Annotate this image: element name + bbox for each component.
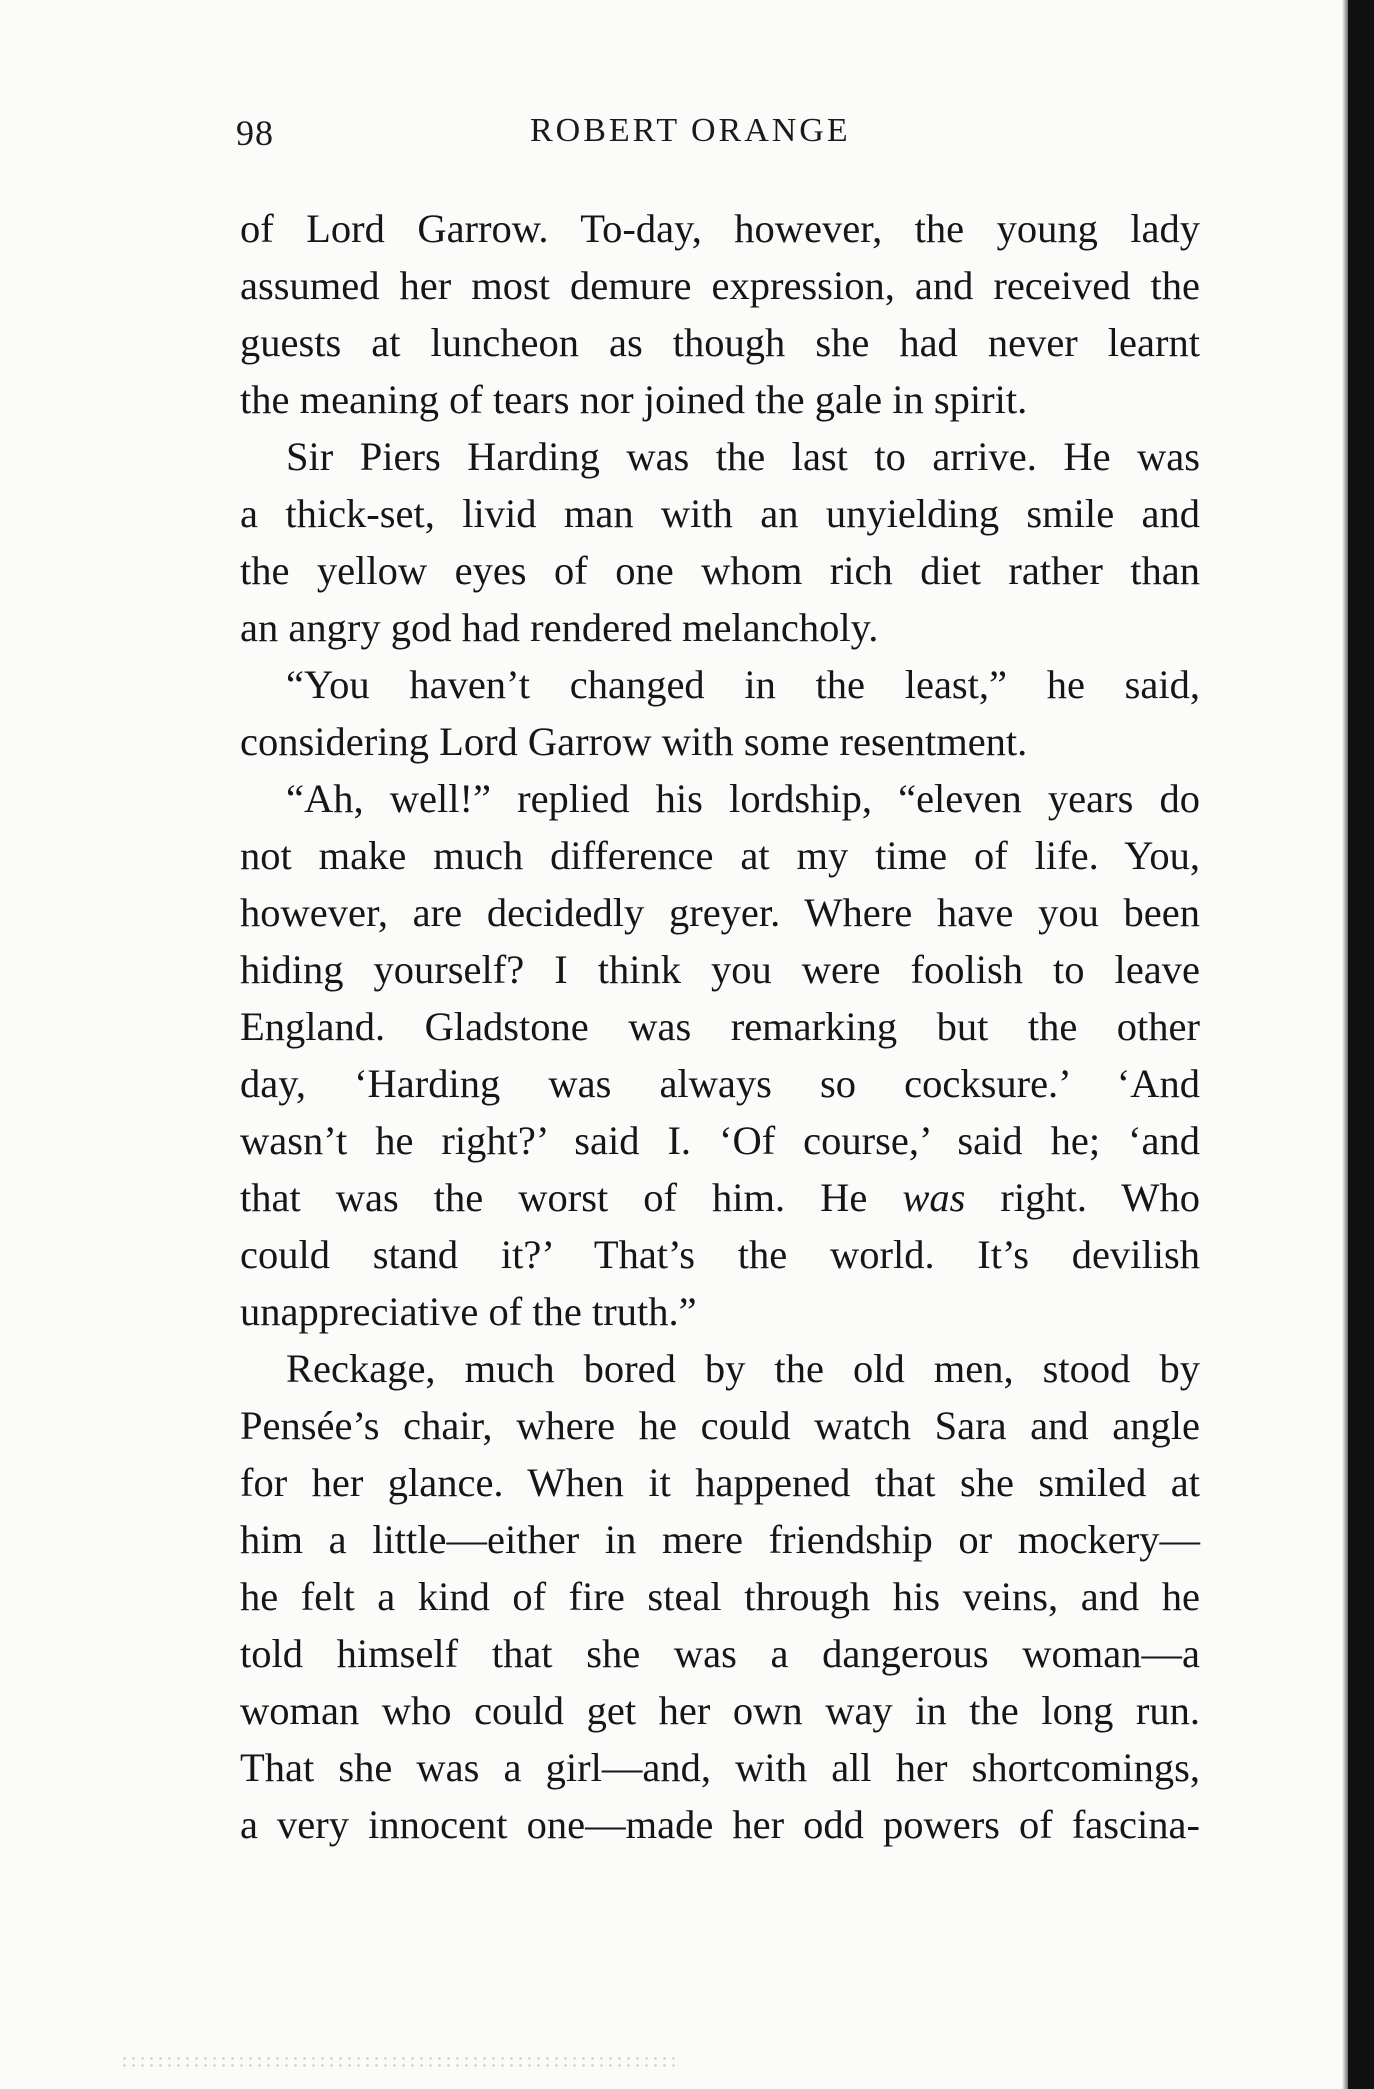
body-text	[240, 200, 1200, 1853]
text-line: however, are decidedly greyer. Where have you been	[240, 890, 1200, 935]
text-line: guests at luncheon as though she had never learnt	[240, 320, 1200, 365]
page-number: 98	[236, 113, 274, 153]
paragraph-4	[240, 770, 1200, 1340]
text-line-with-italic	[240, 1169, 1200, 1226]
paragraph-3	[240, 656, 1200, 770]
text-line: Reckage, much bored by the old men, stood by	[286, 1346, 1200, 1391]
text-line: a very innocent one—made her odd powers of fascina-	[240, 1802, 1200, 1847]
text-line: of Lord Garrow. To-day, however, the young lady	[240, 206, 1200, 251]
paragraph-5	[240, 1340, 1200, 1853]
text-line: him a little—either in mere friendship or mockery—	[240, 1517, 1200, 1562]
text-line: could stand it?’ That’s the world. It’s devilish	[240, 1232, 1200, 1277]
text-line: a thick-set, livid man with an unyielding smile and	[240, 491, 1200, 536]
text-line: woman who could get her own way in the long run.	[240, 1688, 1200, 1733]
text-line: day, ‘Harding was always so cocksure.’ ‘And	[240, 1061, 1200, 1106]
text-line: England. Gladstone was remarking but the other	[240, 1004, 1200, 1049]
text-line: for her glance. When it happened that she smiled at	[240, 1460, 1200, 1505]
running-title: ROBERT ORANGE	[530, 112, 851, 149]
paragraph-1	[240, 200, 1200, 428]
text-segment: that was the worst of him. He	[240, 1175, 868, 1220]
text-line: Pensée’s chair, where he could watch Sara and angle	[240, 1403, 1200, 1448]
italic-word: was	[902, 1175, 966, 1220]
text-line: the yellow eyes of one whom rich diet rather than	[240, 548, 1200, 593]
text-line: “You haven’t changed in the least,” he said,	[286, 662, 1200, 707]
text-line: hiding yourself? I think you were foolish to leave	[240, 947, 1200, 992]
text-line: Sir Piers Harding was the last to arrive. He was	[286, 434, 1200, 479]
text-line: “Ah, well!” replied his lordship, “eleven years do	[286, 776, 1200, 821]
text-line: wasn’t he right?’ said I. ‘Of course,’ said he; ‘and	[240, 1118, 1200, 1163]
print-specks	[120, 2055, 680, 2069]
text-line: an angry god had rendered melancholy.	[240, 605, 879, 650]
text-segment: right. Who	[1000, 1175, 1201, 1220]
text-line: not make much difference at my time of life. You,	[240, 833, 1200, 878]
text-line: That she was a girl—and, with all her shortcomings,	[240, 1745, 1200, 1790]
text-line: he felt a kind of fire steal through his veins, and he	[240, 1574, 1200, 1619]
running-header	[0, 112, 1374, 162]
text-line: the meaning of tears nor joined the gale in spirit.	[240, 377, 1028, 422]
page-edge-shadow	[1348, 0, 1374, 2089]
text-line: assumed her most demure expression, and received the	[240, 263, 1200, 308]
text-line: considering Lord Garrow with some resentment.	[240, 719, 1028, 764]
paragraph-2	[240, 428, 1200, 656]
text-line: unappreciative of the truth.”	[240, 1289, 697, 1334]
text-line: told himself that she was a dangerous woman—a	[240, 1631, 1200, 1676]
